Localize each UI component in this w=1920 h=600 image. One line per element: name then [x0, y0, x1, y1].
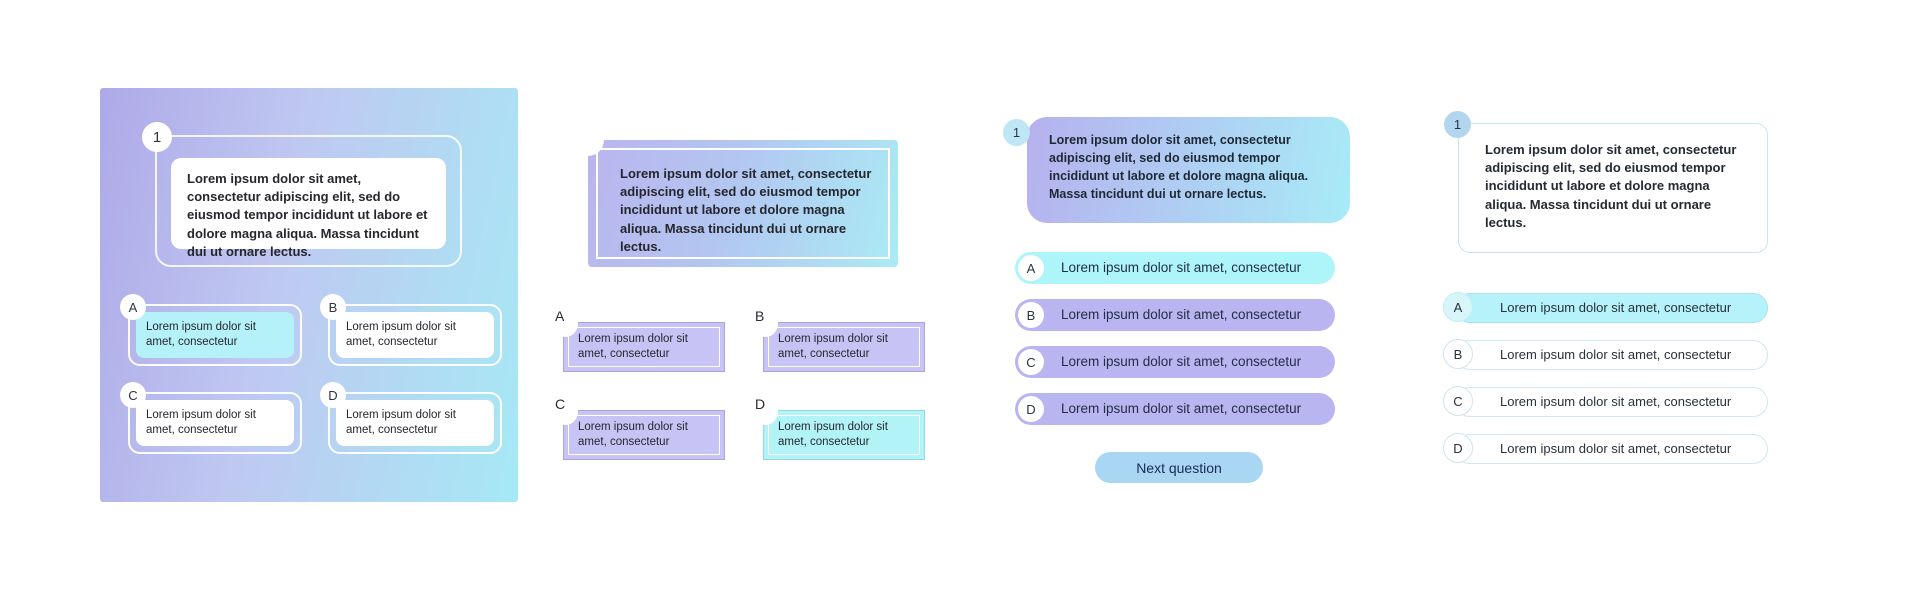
- answer-option-d[interactable]: [1455, 434, 1768, 464]
- question-box: [588, 140, 898, 267]
- option-text: Lorem ipsum dolor sit amet, consectetur: [1061, 260, 1302, 275]
- option-text: Lorem ipsum dolor sit amet, consectetur: [136, 400, 294, 446]
- answer-options: [555, 308, 925, 460]
- option-letter-badge: C: [120, 382, 146, 408]
- question-box: [152, 128, 462, 267]
- corner-notch: [572, 124, 604, 156]
- question-text: Lorem ipsum dolor sit amet, consectetur adipiscing elit, sed do eiusmod tempor incididunt ut labore et dolore magna aliqua. Massa tincidunt dui ut ornare lectus.: [1049, 133, 1309, 202]
- option-letter-badge: C: [1018, 349, 1044, 375]
- option-letter-badge: A: [1018, 255, 1044, 281]
- option-letter-badge: D: [1018, 396, 1044, 422]
- next-question-button[interactable]: Next question: [1095, 452, 1263, 483]
- answer-option-a[interactable]: [1015, 252, 1335, 284]
- answer-option-b[interactable]: [755, 308, 925, 372]
- option-letter-badge: A: [1443, 292, 1473, 322]
- answer-option-c[interactable]: [128, 387, 302, 454]
- answer-option-b[interactable]: [328, 299, 502, 366]
- question-bubble: [1012, 117, 1350, 223]
- option-letter-badge: A: [120, 294, 146, 320]
- option-letter-badge: D: [320, 382, 346, 408]
- question-text: Lorem ipsum dolor sit amet, consectetur adipiscing elit, sed do eiusmod tempor incididunt ut labore et dolore magna aliqua. Massa tincidunt dui ut ornare lectus.: [1485, 142, 1737, 230]
- option-text: Lorem ipsum dolor sit amet, consectetur: [1061, 401, 1302, 416]
- option-text: Lorem ipsum dolor sit amet, consectetur: [1061, 354, 1302, 369]
- option-letter: D: [755, 396, 766, 412]
- option-text: Lorem ipsum dolor sit amet, consectetur: [778, 421, 888, 449]
- quiz-variant-gradient-card: [100, 88, 518, 502]
- question-box: [1453, 117, 1768, 253]
- option-text: Lorem ipsum dolor sit amet, consectetur: [1500, 347, 1732, 362]
- answer-option-b[interactable]: [1015, 299, 1335, 331]
- answer-options: [1015, 252, 1335, 425]
- option-text: Lorem ipsum dolor sit amet, consectetur: [1061, 307, 1302, 322]
- option-text: Lorem ipsum dolor sit amet, consectetur: [336, 400, 494, 446]
- question-text: Lorem ipsum dolor sit amet, consectetur adipiscing elit, sed do eiusmod tempor incididunt ut labore et dolore magna aliqua. Massa tincidunt dui ut ornare lectus.: [171, 158, 446, 249]
- option-text: Lorem ipsum dolor sit amet, consectetur: [1500, 300, 1732, 315]
- answer-option-d[interactable]: [755, 396, 925, 460]
- answer-option-a[interactable]: [128, 299, 302, 366]
- option-text: Lorem ipsum dolor sit amet, consectetur: [336, 312, 494, 358]
- option-letter-badge: B: [1018, 302, 1044, 328]
- answer-option-d[interactable]: [1015, 393, 1335, 425]
- option-letter: B: [755, 308, 765, 324]
- answer-option-b[interactable]: [1455, 340, 1768, 370]
- answer-option-d[interactable]: [328, 387, 502, 454]
- question-number-badge: 1: [1444, 111, 1471, 138]
- option-text: Lorem ipsum dolor sit amet, consectetur: [578, 421, 688, 449]
- question-text: Lorem ipsum dolor sit amet, consectetur adipiscing elit, sed do eiusmod tempor incididunt ut labore et dolore magna aliqua. Massa tincidunt dui ut ornare lectus.: [620, 166, 872, 254]
- answer-options: [128, 299, 502, 454]
- answer-option-c[interactable]: [1015, 346, 1335, 378]
- option-letter-badge: B: [1443, 339, 1473, 369]
- option-letter-badge: C: [1443, 386, 1473, 416]
- answer-options: [1455, 293, 1768, 464]
- option-text: Lorem ipsum dolor sit amet, consectetur: [1500, 394, 1732, 409]
- option-text: Lorem ipsum dolor sit amet, consectetur: [578, 333, 688, 361]
- question-number-badge: 1: [142, 122, 172, 152]
- option-letter: A: [555, 308, 565, 324]
- answer-option-a[interactable]: [555, 308, 725, 372]
- option-text: Lorem ipsum dolor sit amet, consectetur: [1500, 441, 1732, 456]
- answer-option-a[interactable]: [1455, 293, 1768, 323]
- option-text: Lorem ipsum dolor sit amet, consectetur: [778, 333, 888, 361]
- option-letter: C: [555, 396, 566, 412]
- option-text: Lorem ipsum dolor sit amet, consectetur: [136, 312, 294, 358]
- answer-option-c[interactable]: [555, 396, 725, 460]
- answer-option-c[interactable]: [1455, 387, 1768, 417]
- question-number-badge: 1: [1003, 119, 1030, 146]
- option-letter-badge: B: [320, 294, 346, 320]
- option-letter-badge: D: [1443, 433, 1473, 463]
